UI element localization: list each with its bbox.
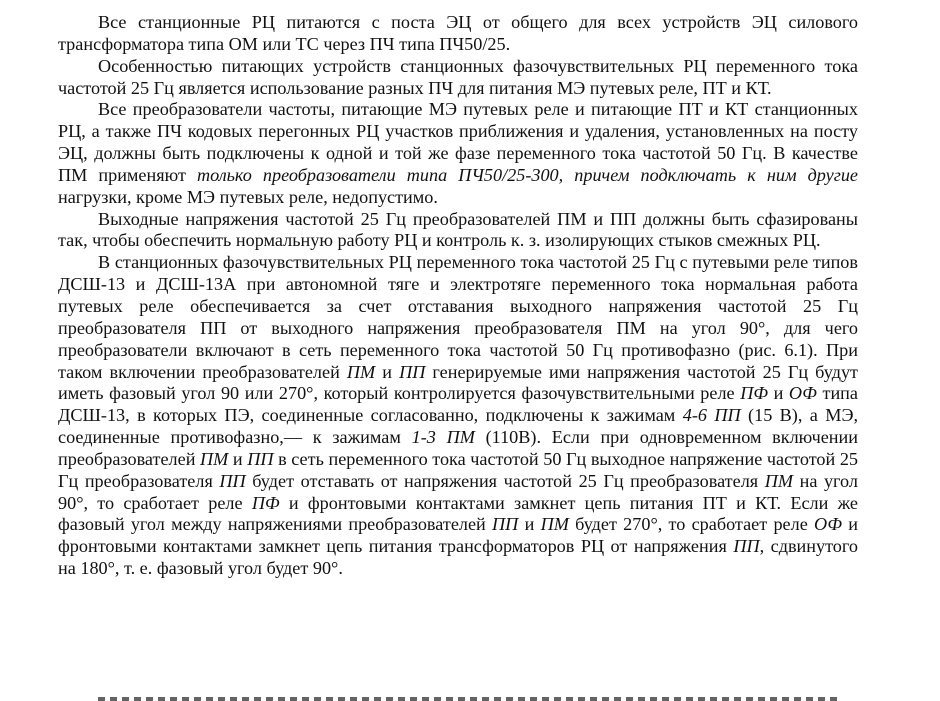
text-segment: Выходные напряжения частотой 25 Гц преобразователей ПМ и ПП должны быть сфазированы так, чтобы обеспечить нормальную работу РЦ и контроль к. з. изолирующих стыков смежных РЦ. bbox=[58, 208, 858, 251]
text-segment: и фронтовыми контактами замкнет цепь питания ПТ и КТ. Если же фазовый угол между напряжениями преобразователей bbox=[58, 492, 859, 535]
text-segment: Особенностью питающих устройств станционных фазочувствительных РЦ переменного тока частотой 25 Гц является использование разных ПЧ для питания МЭ путевых реле, ПТ и КТ. bbox=[58, 55, 858, 98]
text-segment: будет 270°, то сработает реле bbox=[568, 514, 815, 535]
italic-text-segment: ПФ bbox=[740, 383, 768, 404]
paragraph bbox=[58, 252, 858, 580]
text-segment: в сеть переменного тока частотой 50 Гц выходное напряжение частотой 25 Гц преобразователя bbox=[58, 448, 859, 491]
text-segment: и фронтовыми контактами замкнет цепь питания трансформаторов РЦ от напряжения bbox=[58, 514, 859, 557]
text-segment: и bbox=[228, 448, 248, 469]
italic-text-segment: ПФ bbox=[251, 492, 280, 513]
italic-text-segment: только преобразователи типа ПЧ50/25-300, причем подключать к ним другие bbox=[196, 164, 858, 185]
paragraph bbox=[58, 99, 858, 208]
paragraph bbox=[58, 12, 858, 56]
text-segment: Все преобразователи частоты, питающие МЭ путевых реле и питающие ПТ и КТ станционных РЦ, а также ПЧ кодовых перегонных РЦ участков приближения и удаления, установленных на посту ЭЦ, должны быть подключены к одной и той же фазе переменного тока частотой 50 Гц. В качестве ПМ применяют bbox=[58, 99, 858, 185]
text-segment: и bbox=[767, 383, 789, 404]
text-segment: , сдвинутого на 180°, т. е. фазовый угол будет 90°. bbox=[58, 536, 858, 579]
paragraph bbox=[58, 56, 858, 100]
body-text bbox=[58, 12, 858, 580]
italic-text-segment: ОФ bbox=[814, 514, 843, 535]
text-segment: и bbox=[518, 514, 541, 535]
italic-text-segment: ПП bbox=[219, 470, 246, 491]
text-segment: Все станционные РЦ питаются с поста ЭЦ от общего для всех устройств ЭЦ силового трансформатора типа ОМ или ТС через ПЧ типа ПЧ50/25. bbox=[58, 12, 858, 54]
italic-text-segment: 1-3 ПМ bbox=[411, 427, 475, 448]
italic-text-segment: ПМ bbox=[540, 514, 569, 535]
text-segment: будет отставать от напряжения частотой 25 Гц преобразователя bbox=[245, 470, 765, 491]
text-segment: нагрузки, кроме МЭ путевых реле, недопустимо. bbox=[58, 186, 438, 207]
italic-text-segment: ПП bbox=[492, 514, 519, 535]
cut-off-text-line bbox=[98, 689, 840, 701]
italic-text-segment: ПП bbox=[733, 536, 760, 557]
text-segment: генерируемые ими напряжения частотой 25 Гц будут иметь фазовый угол 90 или 270°, который контролируется фазочувствительными реле bbox=[58, 361, 858, 404]
italic-text-segment: ПП bbox=[247, 448, 274, 469]
italic-text-segment: 4-6 ПП bbox=[682, 405, 741, 426]
italic-text-segment: ОФ bbox=[788, 383, 817, 404]
italic-text-segment: ПП bbox=[399, 361, 426, 382]
italic-text-segment: ПМ bbox=[200, 448, 229, 469]
text-segment: на угол 90°, то сработает реле bbox=[58, 470, 858, 513]
italic-text-segment: ПМ bbox=[346, 361, 376, 382]
text-segment: (15 В), а МЭ, соединенные противофазно,— к зажимам bbox=[58, 405, 859, 448]
text-segment: В станционных фазочувствительных РЦ переменного тока частотой 25 Гц с путевыми реле типов ДСШ-13 и ДСШ-13А при автономной тяге и электротяге переменного тока нормальная работа путевых реле обеспечивается за счет отставания выходного напряжения частотой 25 Гц преобразователя ПП от выходного напряжения преобразователя ПМ на угол 90°, для чего преобразователи включают в сеть переменного тока частотой 50 Гц противофазно (рис. 6.1). При таком включении преобразователей bbox=[58, 252, 858, 382]
text-segment: типа ДСШ-13, в которых ПЭ, соединенные согласованно, подключены к зажимам bbox=[58, 383, 858, 426]
italic-text-segment: ПМ bbox=[764, 470, 794, 491]
text-segment: (110В). Если при одновременном включении преобразователей bbox=[58, 427, 858, 469]
paragraph bbox=[58, 209, 858, 253]
text-segment: и bbox=[375, 361, 400, 382]
